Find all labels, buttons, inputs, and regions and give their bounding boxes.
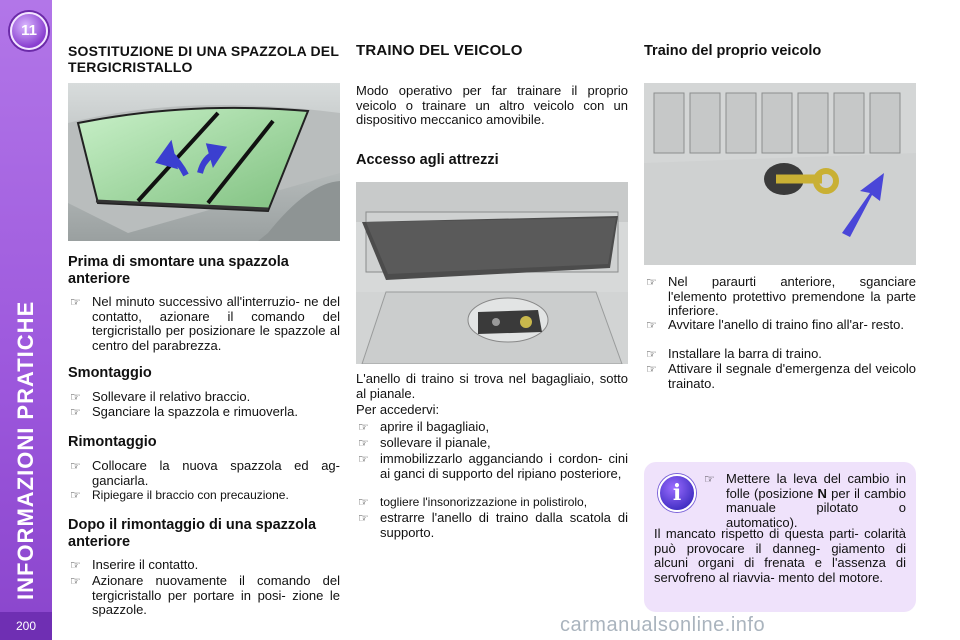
- info-bullet: ☞ Mettere la leva del cambio in folle (posizione N per il cambio manuale pilotato o automatico).: [704, 471, 906, 530]
- list-item: ☞ Sollevare il relativo braccio.: [70, 389, 251, 404]
- smontaggio-heading: Smontaggio: [68, 365, 152, 381]
- finger-pointer-icon: ☞: [70, 405, 81, 419]
- list-item: ☞ togliere l'insonorizzazione in polistirolo,: [358, 495, 588, 509]
- towing-heading: TRAINO DEL VEICOLO: [356, 42, 523, 59]
- list-item: ☞ sollevare il pianale,: [358, 435, 491, 450]
- finger-pointer-icon: ☞: [704, 472, 715, 486]
- chapter-title: INFORMAZIONI PRATICHE: [13, 300, 38, 600]
- list-item: ☞ Inserire il contatto.: [70, 557, 199, 572]
- finger-pointer-icon: ☞: [358, 452, 369, 466]
- finger-pointer-icon: ☞: [70, 574, 81, 588]
- access-intro: Per accedervi:: [356, 402, 440, 417]
- wiper-heading: SOSTITUZIONE DI UNA SPAZZOLA DEL TERGICRISTALLO: [68, 43, 339, 75]
- list-item: ☞ Attivare il segnale d'emergenza del veicolo trainato.: [646, 361, 916, 391]
- chapter-badge: [10, 12, 48, 50]
- list-item: ☞ Azionare nuovamente il comando del tergicristallo per portare in posi- zione le spazzole.: [70, 573, 340, 617]
- towing-eye-illustration: [644, 83, 916, 265]
- towing-ring-location: L'anello di traino si trova nel bagagliaio, sotto al pianale.: [356, 371, 628, 401]
- page-number: 200: [0, 612, 52, 640]
- finger-pointer-icon: ☞: [358, 511, 369, 525]
- finger-pointer-icon: ☞: [358, 420, 369, 434]
- list-item: ☞ estrarre l'anello di traino dalla scatola di supporto.: [358, 510, 628, 540]
- finger-pointer-icon: ☞: [358, 436, 369, 450]
- finger-pointer-icon: ☞: [646, 275, 657, 289]
- tool-access-heading: Accesso agli attrezzi: [356, 152, 499, 168]
- trunk-illustration: [356, 182, 628, 364]
- after-refit-heading: Dopo il rimontaggio di una spazzola anteriore: [68, 517, 317, 550]
- sidebar: [0, 0, 52, 640]
- list-item: ☞ Avvitare l'anello di traino fino all'ar- resto.: [646, 317, 904, 332]
- towing-intro: Modo operativo per far trainare il proprio veicolo o trainare un altro veicolo con un dispositivo meccanico amovibile.: [356, 83, 628, 127]
- own-vehicle-towing-heading: Traino del proprio veicolo: [644, 43, 822, 59]
- finger-pointer-icon: ☞: [70, 488, 81, 502]
- finger-pointer-icon: ☞: [646, 362, 657, 376]
- finger-pointer-icon: ☞: [358, 495, 369, 509]
- list-item: ☞ Collocare la nuova spazzola ed ag- ganciarla.: [70, 458, 340, 488]
- watermark: carmanualsonline.info: [560, 614, 766, 636]
- rimontaggio-heading: Rimontaggio: [68, 434, 157, 450]
- list-item: ☞ Installare la barra di traino.: [646, 346, 822, 361]
- info-warning: Il mancato rispetto di questa parti- colarità può provocare il danneg- giamento di alcuni organi di frenata e l'assenza di servofreno al riavvia- mento del motore.: [654, 526, 906, 585]
- list-item: ☞ Ripiegare il braccio con precauzione.: [70, 488, 289, 502]
- finger-pointer-icon: ☞: [70, 459, 81, 473]
- chapter-number: 11: [21, 22, 37, 39]
- list-item: ☞ Nel minuto successivo all'interruzio- ne del contatto, azionare il comando del tergicristallo per posizionare le spazzole al centro del parabrezza.: [70, 294, 340, 353]
- list-item: ☞ immobilizzarlo agganciando i cordon- cini ai ganci di supporto del ripiano posteriore,: [358, 451, 628, 481]
- list-item: ☞ Nel paraurti anteriore, sganciare l'elemento protettivo premendone la parte inferiore.: [646, 274, 916, 318]
- info-box: [644, 462, 916, 612]
- before-removal-heading: Prima di smontare una spazzola anteriore: [68, 254, 289, 287]
- finger-pointer-icon: ☞: [70, 295, 81, 309]
- list-item: ☞ aprire il bagagliaio,: [358, 419, 490, 434]
- finger-pointer-icon: ☞: [70, 390, 81, 404]
- windshield-wiper-illustration: [68, 83, 340, 241]
- finger-pointer-icon: ☞: [70, 558, 81, 572]
- info-icon: i: [658, 474, 696, 512]
- list-item: ☞ Sganciare la spazzola e rimuoverla.: [70, 404, 298, 419]
- finger-pointer-icon: ☞: [646, 318, 657, 332]
- finger-pointer-icon: ☞: [646, 347, 657, 361]
